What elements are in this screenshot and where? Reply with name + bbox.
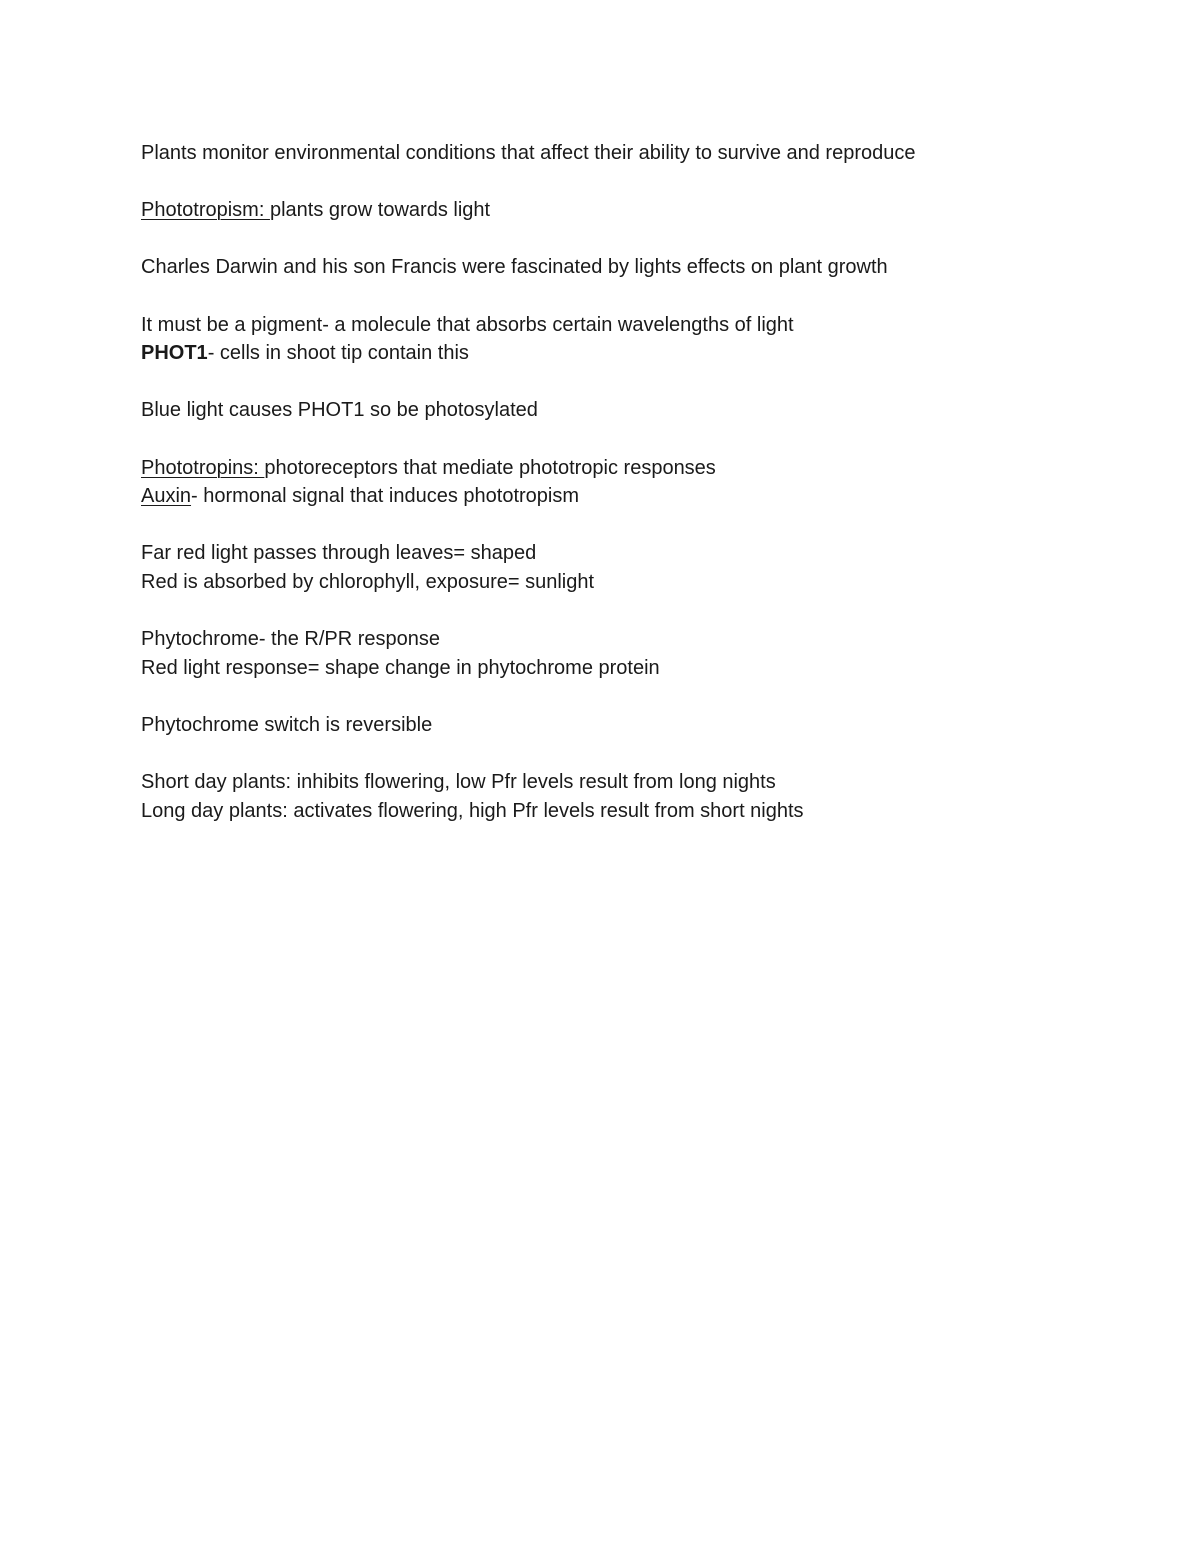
paragraph-darwin	[141, 253, 1141, 282]
blank-line	[141, 597, 1141, 626]
paragraph-far-red	[141, 539, 1141, 568]
paragraph-short-day	[141, 768, 1141, 797]
paragraph-pigment	[141, 311, 1141, 340]
text-red-absorbed: Red is absorbed by chlorophyll, exposure= sunlight	[141, 570, 595, 593]
notes-body	[141, 139, 1141, 825]
paragraph-plants-monitor	[141, 139, 1141, 168]
paragraph-phototropins	[141, 454, 1141, 483]
paragraph-auxin	[141, 482, 1141, 511]
term-auxin: Auxin	[141, 485, 192, 508]
term-phototropism: Phototropism:	[141, 199, 270, 222]
blank-line	[141, 682, 1141, 711]
text-long-day: Long day plants: activates flowering, high Pfr levels result from short nights	[141, 799, 804, 822]
text-phytochrome-switch: Phytochrome switch is reversible	[141, 713, 433, 736]
paragraph-red-light-response	[141, 654, 1141, 683]
paragraph-red-absorbed	[141, 568, 1141, 597]
text-phytochrome: Phytochrome- the R/PR response	[141, 628, 441, 651]
text-far-red: Far red light passes through leaves= shaped	[141, 542, 537, 565]
paragraph-phototropism	[141, 196, 1141, 225]
text-pigment: It must be a pigment- a molecule that absorbs certain wavelengths of light	[141, 313, 794, 336]
paragraph-phytochrome-switch	[141, 711, 1141, 740]
term-phot1: PHOT1	[141, 342, 208, 365]
blank-line	[141, 282, 1141, 311]
blank-line	[141, 739, 1141, 768]
term-phototropins: Phototropins:	[141, 456, 265, 479]
text-red-light-response: Red light response= shape change in phytochrome protein	[141, 656, 660, 679]
blank-line	[141, 168, 1141, 197]
definition-phototropism: plants grow towards light	[269, 199, 491, 222]
blank-line	[141, 225, 1141, 254]
definition-auxin: - hormonal signal that induces phototropism	[191, 485, 580, 508]
text-short-day: Short day plants: inhibits flowering, low Pfr levels result from long nights	[141, 771, 776, 794]
blank-line	[141, 368, 1141, 397]
blank-line	[141, 425, 1141, 454]
definition-phot1: - cells in shoot tip contain this	[207, 342, 469, 365]
paragraph-blue-light	[141, 396, 1141, 425]
text-darwin: Charles Darwin and his son Francis were fascinated by lights effects on plant growth	[141, 256, 888, 279]
blank-line	[141, 511, 1141, 540]
paragraph-long-day	[141, 797, 1141, 826]
definition-phototropins: photoreceptors that mediate phototropic responses	[264, 456, 716, 479]
text-plants-monitor: Plants monitor environmental conditions that affect their ability to survive and reproduce	[141, 142, 916, 164]
text-blue-light: Blue light causes PHOT1 so be photosylated	[141, 399, 538, 422]
paragraph-phot1	[141, 339, 1141, 368]
paragraph-phytochrome	[141, 625, 1141, 654]
